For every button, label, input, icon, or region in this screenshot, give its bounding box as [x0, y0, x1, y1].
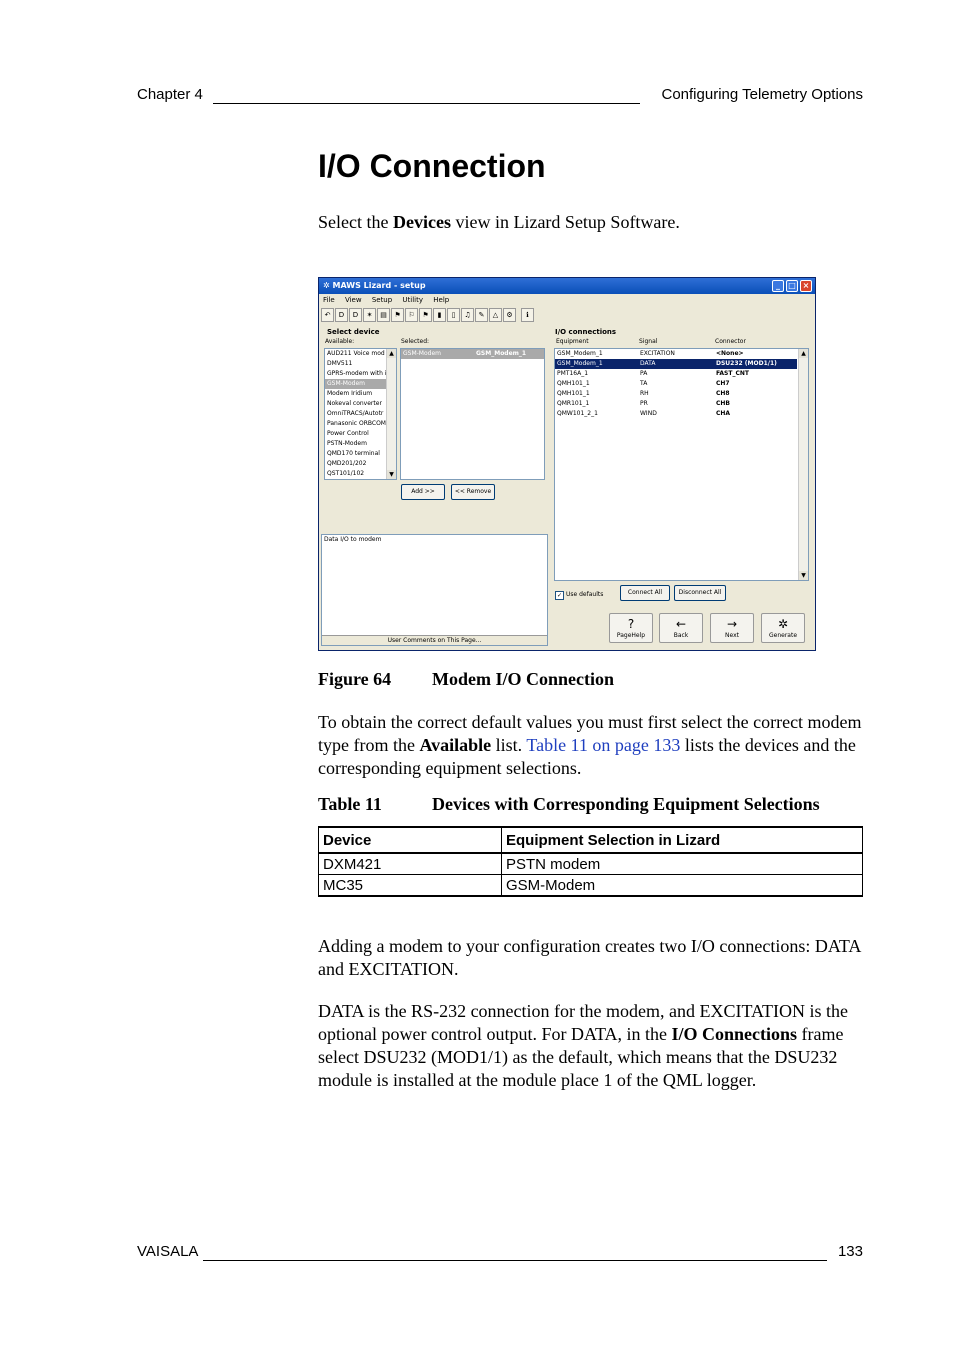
page-title: I/O Connection	[318, 148, 546, 184]
connection-equipment: QMH101_1	[557, 380, 590, 387]
pagehelp-button[interactable]	[609, 613, 653, 643]
connection-connector: CHB	[716, 400, 730, 407]
warning-icon[interactable]: △	[489, 308, 502, 322]
page-footer	[137, 1243, 863, 1263]
remove-button[interactable]: << Remove	[451, 484, 495, 500]
back-icon[interactable]: ↶	[321, 308, 334, 322]
page-number: 133	[837, 1243, 863, 1260]
list-item[interactable]: OmniTRACS/Autotr	[327, 410, 384, 417]
connection-signal: DATA	[640, 360, 656, 367]
paragraph-1: To obtain the correct default values you must first select the correct modem type from the Available list. Table 11 on page 133 lists the devices and the corresponding equipment selections.	[318, 712, 862, 778]
bell-icon[interactable]: ♫	[461, 308, 474, 322]
table-header-device: Device	[319, 827, 502, 853]
connection-row[interactable]	[555, 409, 799, 419]
menu-help[interactable]: Help	[433, 296, 450, 304]
connection-signal: EXCITATION	[640, 350, 675, 357]
connection-row[interactable]	[555, 399, 799, 409]
col-signal: Signal	[639, 338, 658, 345]
close-icon[interactable]: ×	[800, 280, 812, 292]
list-item[interactable]: QMD170 terminal	[327, 450, 380, 457]
connect-all-button[interactable]: Connect All	[620, 585, 670, 601]
dev-icon[interactable]: D	[335, 308, 348, 322]
toolbar	[321, 308, 813, 324]
generate-button[interactable]	[761, 613, 805, 643]
button-label: PageHelp	[616, 632, 646, 639]
connection-equipment: PMT16A_1	[557, 370, 589, 377]
connection-signal: RH	[640, 390, 649, 397]
arrow-left-icon: ←	[675, 617, 687, 631]
add-button[interactable]: Add >>	[401, 484, 445, 500]
list-item[interactable]: QMD201/202	[327, 460, 367, 467]
list-item[interactable]: Power Control	[327, 430, 369, 437]
sensor-icon[interactable]: ✶	[363, 308, 376, 322]
table-cell: GSM-Modem	[502, 875, 863, 897]
run-icon[interactable]: ⚐	[405, 308, 418, 322]
list-item[interactable]: Modem Iridium	[327, 390, 373, 397]
app-icon: ✲	[323, 281, 333, 290]
connection-connector: <None>	[716, 350, 744, 357]
scroll-down-icon[interactable]: ▼	[799, 571, 808, 580]
maximize-icon[interactable]: □	[786, 280, 798, 292]
connection-signal: PR	[640, 400, 648, 407]
io-scrollbar[interactable]	[798, 349, 808, 580]
selected-list[interactable]	[400, 348, 545, 480]
table-row	[319, 853, 863, 875]
connection-equipment: QMH101_1	[557, 390, 590, 397]
window-titlebar	[319, 278, 815, 294]
available-scrollbar[interactable]	[386, 349, 396, 479]
selected-label: Selected:	[401, 338, 430, 345]
comment-box[interactable]	[321, 534, 548, 646]
config-icon[interactable]: ▤	[377, 308, 390, 322]
connection-row[interactable]	[555, 359, 797, 369]
table-cell: PSTN modem	[502, 853, 863, 875]
connection-equipment: QMR101_1	[557, 400, 590, 407]
connection-connector: FAST_CNT	[716, 370, 749, 377]
menu-view[interactable]: View	[344, 296, 362, 304]
connection-connector: CH7	[716, 380, 730, 387]
footer-rule	[203, 1260, 827, 1261]
connection-row[interactable]	[555, 389, 799, 399]
use-defaults-checkbox[interactable]: ✓	[556, 592, 563, 599]
section-label: Configuring Telemetry Options	[661, 86, 863, 103]
select-device-title: Select device	[327, 328, 380, 336]
table-row	[319, 875, 863, 897]
list-item[interactable]: Panasonic ORBCOM	[327, 420, 386, 427]
connection-row[interactable]	[555, 369, 799, 379]
back-button[interactable]	[659, 613, 703, 643]
table-11-link[interactable]: Table 11 on page 133	[526, 735, 681, 755]
connection-row[interactable]	[555, 379, 799, 389]
connection-connector: CHA	[716, 410, 731, 417]
company-name: VAISALA	[137, 1243, 199, 1260]
menu-bar	[319, 295, 815, 306]
connection-row[interactable]	[555, 349, 799, 359]
menu-file[interactable]: File	[323, 296, 335, 304]
paragraph-2: Adding a modem to your configuration creates two I/O connections: DATA and EXCITATION.	[318, 936, 861, 979]
available-label: Available:	[325, 338, 355, 345]
battery-icon[interactable]: ▮	[433, 308, 446, 322]
connection-connector: DSU232 (MOD1/1)	[716, 360, 777, 367]
table-cell: MC35	[319, 875, 502, 897]
lizard-window	[318, 277, 816, 651]
chapter-label: Chapter 4	[137, 86, 203, 103]
connection-equipment: QMW101_2_1	[557, 410, 598, 417]
devices-table	[318, 826, 863, 897]
arrow-right-icon: →	[726, 617, 738, 631]
table-cell: DXM421	[319, 853, 502, 875]
connection-equipment: GSM_Modem_1	[557, 350, 603, 357]
button-label: Generate	[768, 632, 798, 639]
io-connections-title: I/O connections	[555, 328, 617, 336]
intro-paragraph: Select the Devices view in Lizard Setup Software.	[318, 212, 680, 232]
col-equipment: Equipment	[556, 338, 589, 345]
dev2-icon[interactable]: D	[349, 308, 362, 322]
connection-signal: WIND	[640, 410, 657, 417]
scroll-up-icon[interactable]: ▲	[799, 349, 808, 358]
connection-signal: TA	[640, 380, 648, 387]
minimize-icon[interactable]: _	[772, 280, 784, 292]
button-label: Next	[725, 632, 739, 639]
paragraph-3: DATA is the RS-232 connection for the modem, and EXCITATION is the optional power control output. For DATA, in the I/O Connections frame select DSU232 (MOD1/1) as the default, which means that the DSU232 module is installed at the module place 1 of the QML logger.	[318, 1001, 849, 1090]
list-item[interactable]: PSTN-Modem	[327, 440, 367, 447]
header-rule	[213, 103, 640, 104]
list-item[interactable]: QST101/102	[327, 470, 365, 477]
wind-icon[interactable]: ⚑	[391, 308, 404, 322]
button-label: Back	[673, 632, 689, 639]
menu-utility[interactable]: Utility	[402, 296, 424, 304]
list-item[interactable]: GPRS-modem with i	[327, 370, 387, 377]
help-icon: ?	[627, 617, 635, 631]
comment-footer[interactable]: User Comments on This Page...	[322, 635, 547, 645]
disconnect-all-button[interactable]: Disconnect All	[674, 585, 726, 601]
menu-setup[interactable]: Setup	[371, 296, 393, 304]
connection-equipment: GSM_Modem_1	[557, 360, 603, 367]
page-header	[137, 86, 863, 106]
info-icon[interactable]: ℹ	[521, 308, 534, 322]
flag-icon[interactable]: ⚑	[419, 308, 432, 322]
scroll-up-icon[interactable]: ▲	[387, 349, 396, 358]
col-connector: Connector	[715, 338, 746, 345]
table-caption: Table 11 Devices with Corresponding Equipment Selections	[318, 794, 820, 814]
available-list[interactable]	[324, 348, 397, 480]
window-title: MAWS Lizard - setup	[332, 281, 426, 290]
list-item[interactable]: AUD211 Voice mod	[327, 350, 385, 357]
table-header-equipment: Equipment Selection in Lizard	[502, 827, 863, 853]
io-connections-list[interactable]	[554, 348, 809, 581]
use-defaults-label: Use defaults	[566, 591, 604, 598]
selected-item[interactable]: GSM-Modem GSM_Modem_1	[401, 349, 544, 359]
tool-icon[interactable]: ✎	[475, 308, 488, 322]
connection-signal: PA	[640, 370, 648, 377]
figure-caption: Figure 64 Modem I/O Connection	[318, 669, 614, 689]
next-button[interactable]	[710, 613, 754, 643]
scroll-down-icon[interactable]: ▼	[387, 470, 396, 479]
page-icon[interactable]: ▯	[447, 308, 460, 322]
comment-text: Data I/O to modem	[324, 536, 382, 543]
table-header-row	[319, 827, 863, 853]
gear-icon[interactable]: ⚙	[503, 308, 516, 322]
generate-icon: ✲	[777, 617, 789, 631]
list-item[interactable]: DMV511	[327, 360, 353, 367]
connection-connector: CH8	[716, 390, 730, 397]
list-item[interactable]: Nokeval converter	[327, 400, 382, 407]
list-item[interactable]: GSM-Modem	[325, 379, 389, 389]
